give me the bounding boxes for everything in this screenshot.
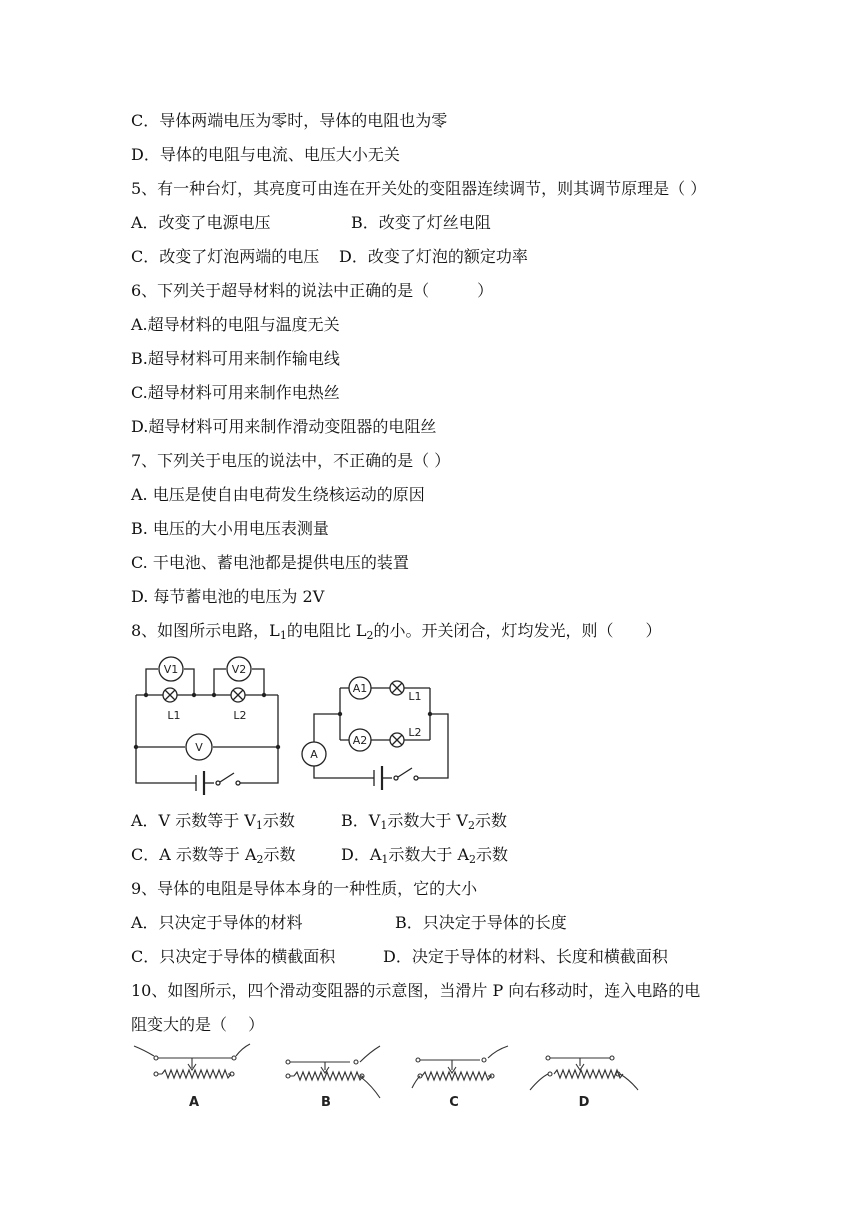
lamp-l1-icon	[390, 681, 404, 695]
rheostat-d-label: D	[578, 1095, 590, 1110]
q6-option-a: A.超导材料的电阻与温度无关	[131, 315, 340, 334]
q9-option-d: D．决定于导体的材料、长度和横截面积	[383, 947, 668, 966]
q8-option-b: B．$V_1$示数大于 $V_2$示数	[341, 811, 507, 832]
q4-option-d: D．导体的电阻与电流、电压大小无关	[131, 145, 400, 164]
lamp-l2-label: L2	[233, 709, 247, 722]
rheostat-a-label: A	[188, 1095, 200, 1110]
q7-stem: 7、下列关于电压的说法中，不正确的是（ ）	[131, 451, 451, 470]
q8-option-d: D．$A_1$示数大于 $A_2$示数	[341, 845, 509, 866]
q7-option-b: B. 电压的大小用电压表测量	[131, 519, 329, 538]
rheostat-c-label: C	[449, 1095, 459, 1110]
q5-option-d: D．改变了灯泡的额定功率	[339, 247, 528, 266]
q7-option-c: C. 干电池、蓄电池都是提供电压的装置	[131, 553, 409, 572]
rheostat-b-label: B	[321, 1095, 331, 1110]
q8-stem: 8、如图所示电路，$L_1$的电阻比 $L_2$的小。开关闭合，灯均发光，则（ ）	[131, 621, 662, 642]
q9-option-b: B．只决定于导体的长度	[395, 913, 567, 932]
ammeter-a2-label: A2	[352, 734, 368, 747]
lamp-l2-icon	[390, 733, 404, 747]
voltmeter-v-label: V	[195, 741, 203, 754]
ammeter-a1-label: A1	[352, 682, 368, 695]
q8-option-a: A．V 示数等于 $V_1$示数	[131, 811, 295, 832]
lamp-l1-label: L1	[408, 690, 422, 703]
q6-option-c: C.超导材料可用来制作电热丝	[131, 383, 340, 402]
rheostat-a-icon	[134, 1044, 250, 1078]
q9-stem: 9、导体的电阻是导体本身的一种性质，它的大小	[131, 879, 478, 898]
q10-stem-line1: 10、如图所示，四个滑动变阻器的示意图，当滑片 P 向右移动时，连入电路的电	[131, 981, 701, 1000]
rheostat-figures	[130, 1042, 650, 1112]
voltmeter-v1-label: V1	[163, 663, 179, 676]
q6-stem: 6、下列关于超导材料的说法中正确的是（ ）	[131, 281, 494, 300]
q7-option-a: A. 电压是使自由电荷发生绕核运动的原因	[131, 485, 425, 504]
q10-stem-line2: 阻变大的是（ ）	[131, 1015, 265, 1034]
q6-option-b: B.超导材料可用来制作输电线	[131, 349, 340, 368]
voltmeter-v2-label: V2	[231, 663, 247, 676]
lamp-l1-label: L1	[167, 709, 181, 722]
lamp-l2-label: L2	[408, 726, 422, 739]
q4-option-c: C．导体两端电压为零时，导体的电阻也为零	[131, 111, 448, 130]
q5-option-a: A．改变了电源电压	[131, 213, 271, 232]
lamp-l1-icon	[163, 688, 177, 702]
rheostat-b-icon	[286, 1046, 380, 1098]
q9-option-a: A．只决定于导体的材料	[131, 913, 303, 932]
ammeter-a-label: A	[310, 748, 318, 761]
lamp-l2-icon	[231, 688, 245, 702]
q7-option-d: D. 每节蓄电池的电压为 2V	[131, 587, 325, 606]
series-circuit-diagram	[132, 655, 292, 790]
q5-option-b: B．改变了灯丝电阻	[351, 213, 491, 232]
q8-option-c: C．A 示数等于 $A_2$示数	[131, 845, 296, 866]
q6-option-d: D.超导材料可用来制作滑动变阻器的电阻丝	[131, 417, 437, 436]
rheostat-d-icon	[530, 1056, 638, 1090]
q9-option-c: C．只决定于导体的横截面积	[131, 947, 336, 966]
q5-stem: 5、有一种台灯，其亮度可由连在开关处的变阻器连续调节，则其调节原理是（ ）	[131, 179, 707, 198]
parallel-circuit-diagram	[302, 662, 454, 792]
q5-option-c: C．改变了灯泡两端的电压	[131, 247, 320, 266]
rheostat-c-icon	[412, 1046, 508, 1088]
